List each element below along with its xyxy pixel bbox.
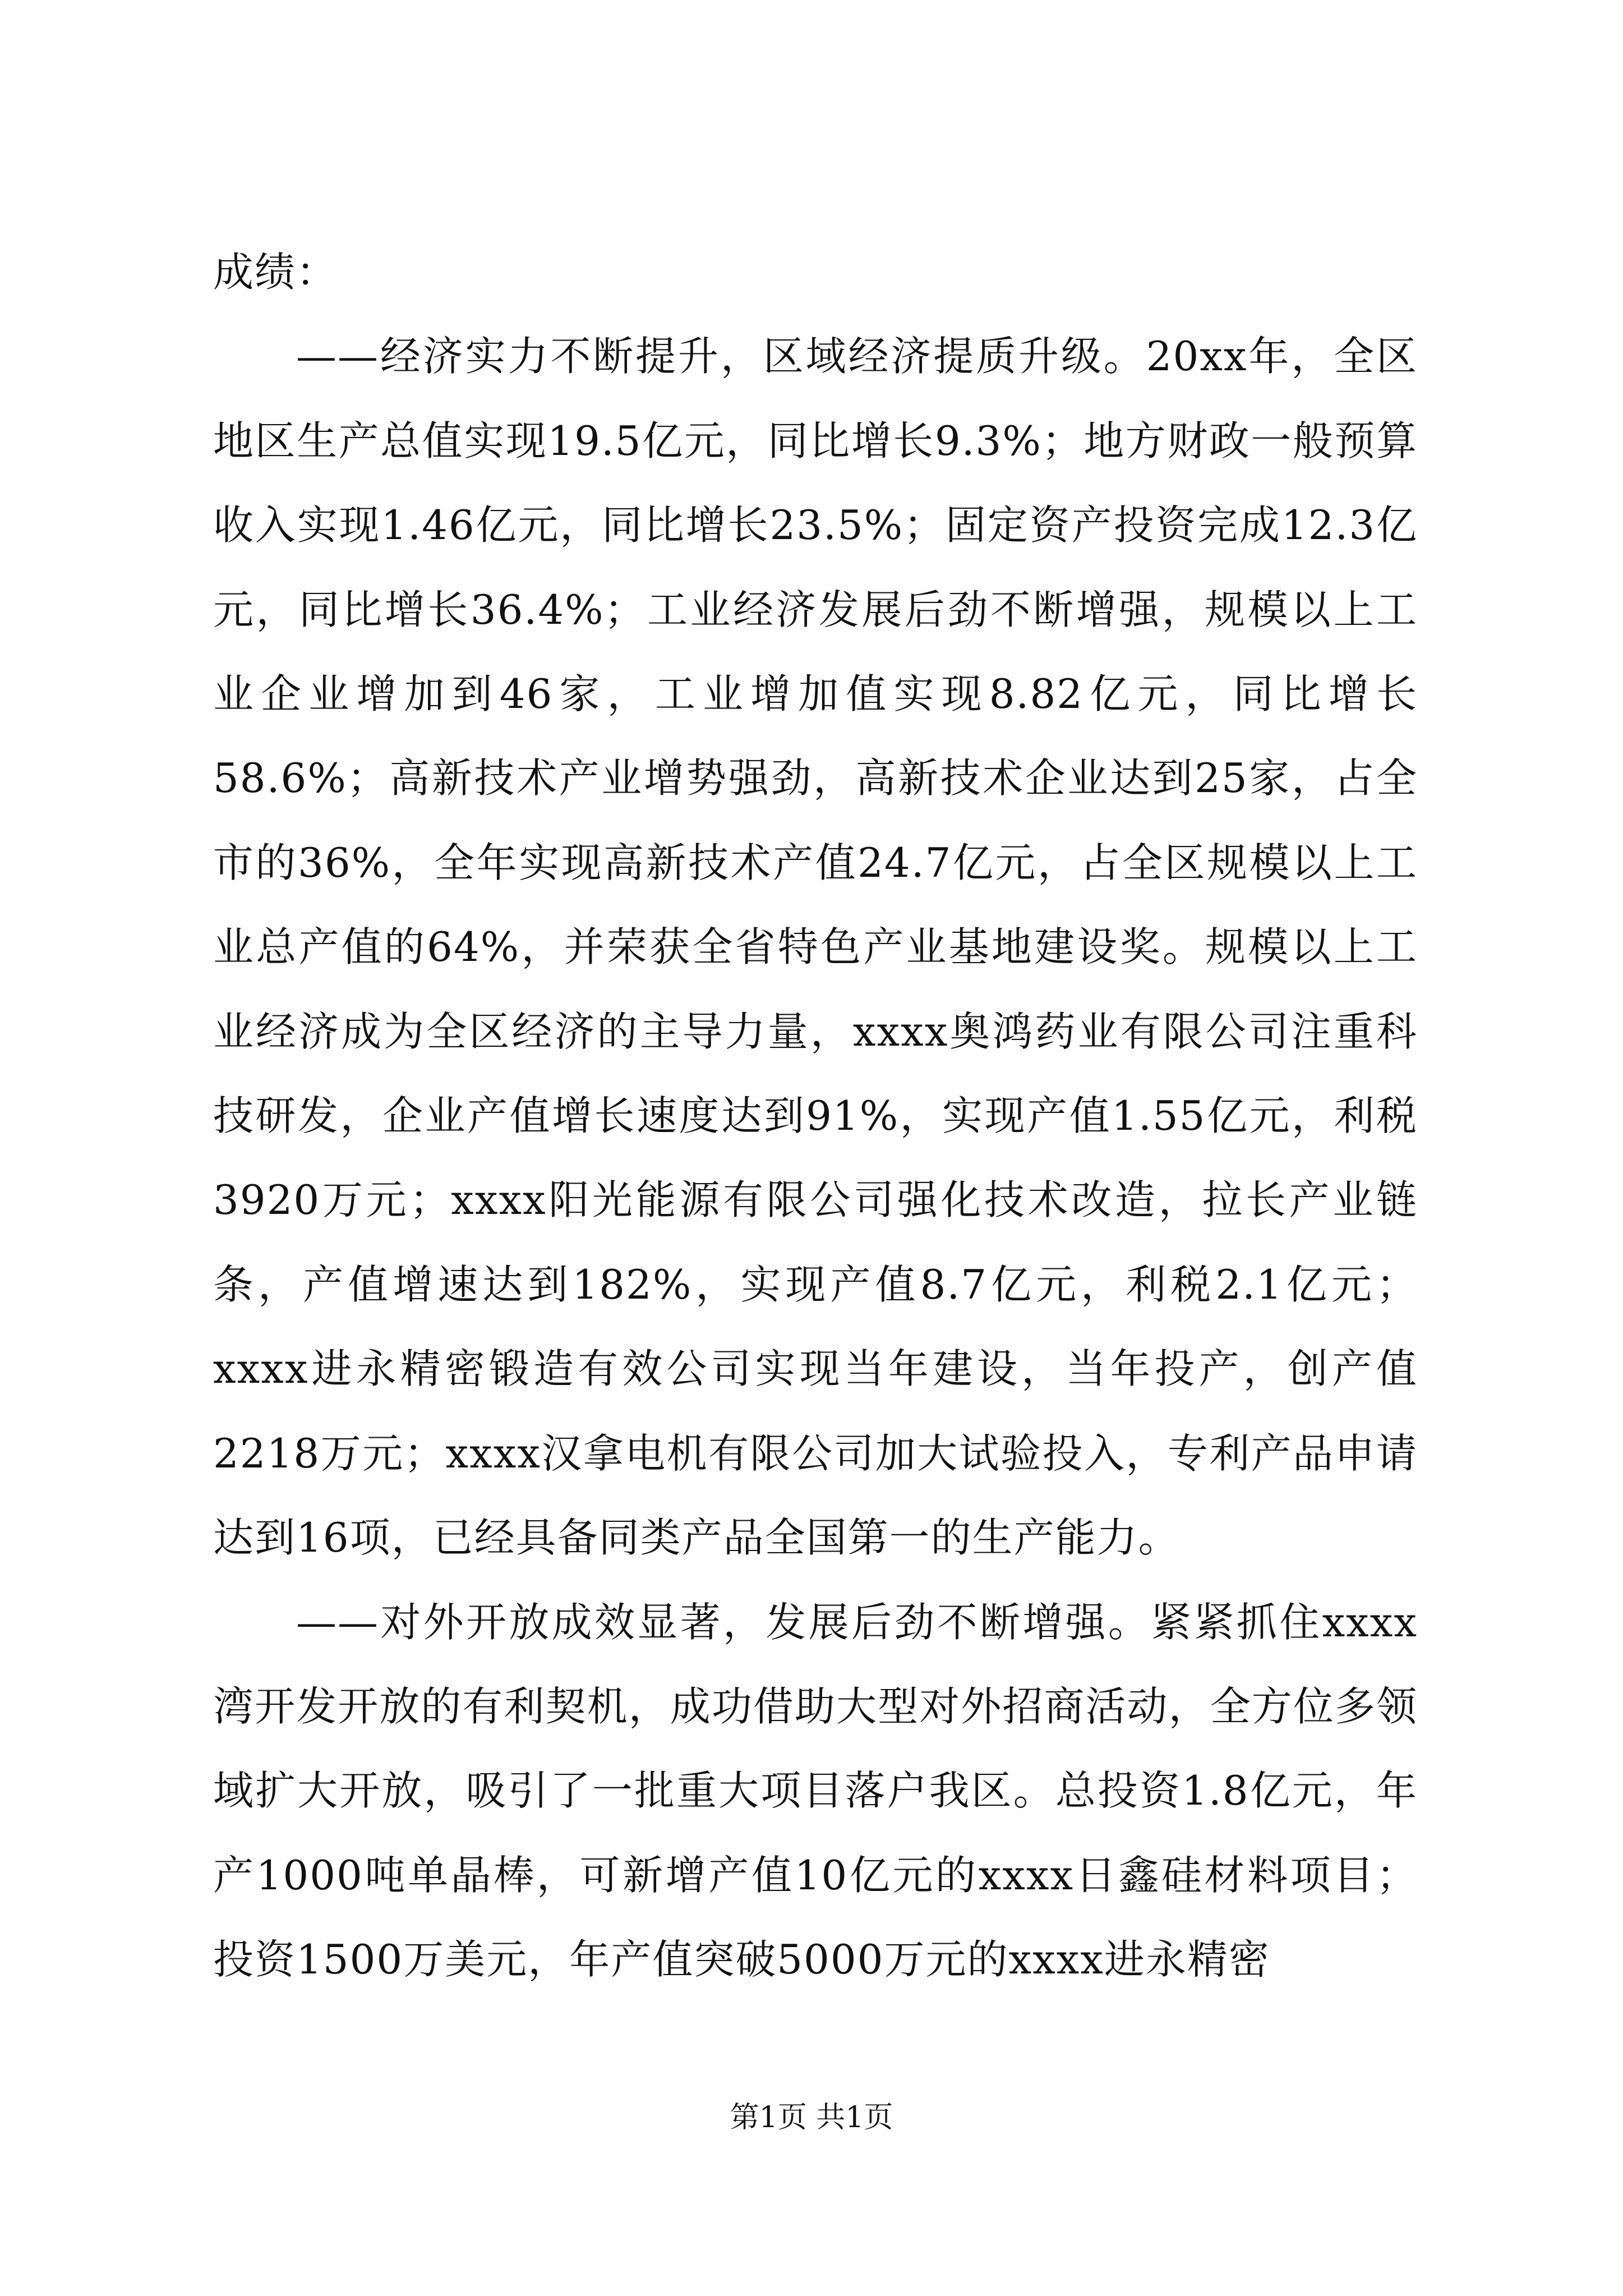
paragraph-heading: 成绩：: [213, 249, 338, 296]
document-body: [213, 230, 1418, 2002]
paragraph-opening-up: ——对外开放成效显著，发展后劲不断增强。紧紧抓住xxxx湾开发开放的有利契机，成功借助大型对外招商活动，全方位多领域扩大开放，吸引了一批重大项目落户我区。总投资1.8亿元，年产1000吨单晶棒，可新增产值10亿元的xxxx日鑫硅材料项目；投资1500万美元，年产值突破5000万元的xxxx进永精密: [213, 1598, 1418, 1984]
page-footer: 第1页 共1页: [730, 2101, 893, 2134]
paragraph-economy: ——经济实力不断提升，区域经济提质升级。20xx年，全区地区生产总值实现19.5亿元，同比增长9.3%；地方财政一般预算收入实现1.46亿元，同比增长23.5%；固定资产投资完成12.3亿元，同比增长36.4%；工业经济发展后劲不断增强，规模以上工业企业增加到46家，工业增加值实现8.82亿元，同比增长58.6%；高新技术产业增势强劲，高新技术企业达到25家，占全市的36%，全年实现高新技术产值24.7亿元，占全区规模以上工业总产值的64%，并荣获全省特色产业基地建设奖。规模以上工业经济成为全区经济的主导力量，xxxx奥鸿药业有限公司注重科技研发，企业产值增长速度达到91%，实现产值1.55亿元，利税3920万元；xxxx阳光能源有限公司强化技术改造，拉长产业链条，产值增速达到182%，实现产值8.7亿元，利税2.1亿元；xxxx进永精密锻造有效公司实现当年建设，当年投产，创产值2218万元；xxxx汉拿电机有限公司加大试验投入，专利产品申请达到16项，已经具备同类产品全国第一的生产能力。: [213, 333, 1418, 1562]
